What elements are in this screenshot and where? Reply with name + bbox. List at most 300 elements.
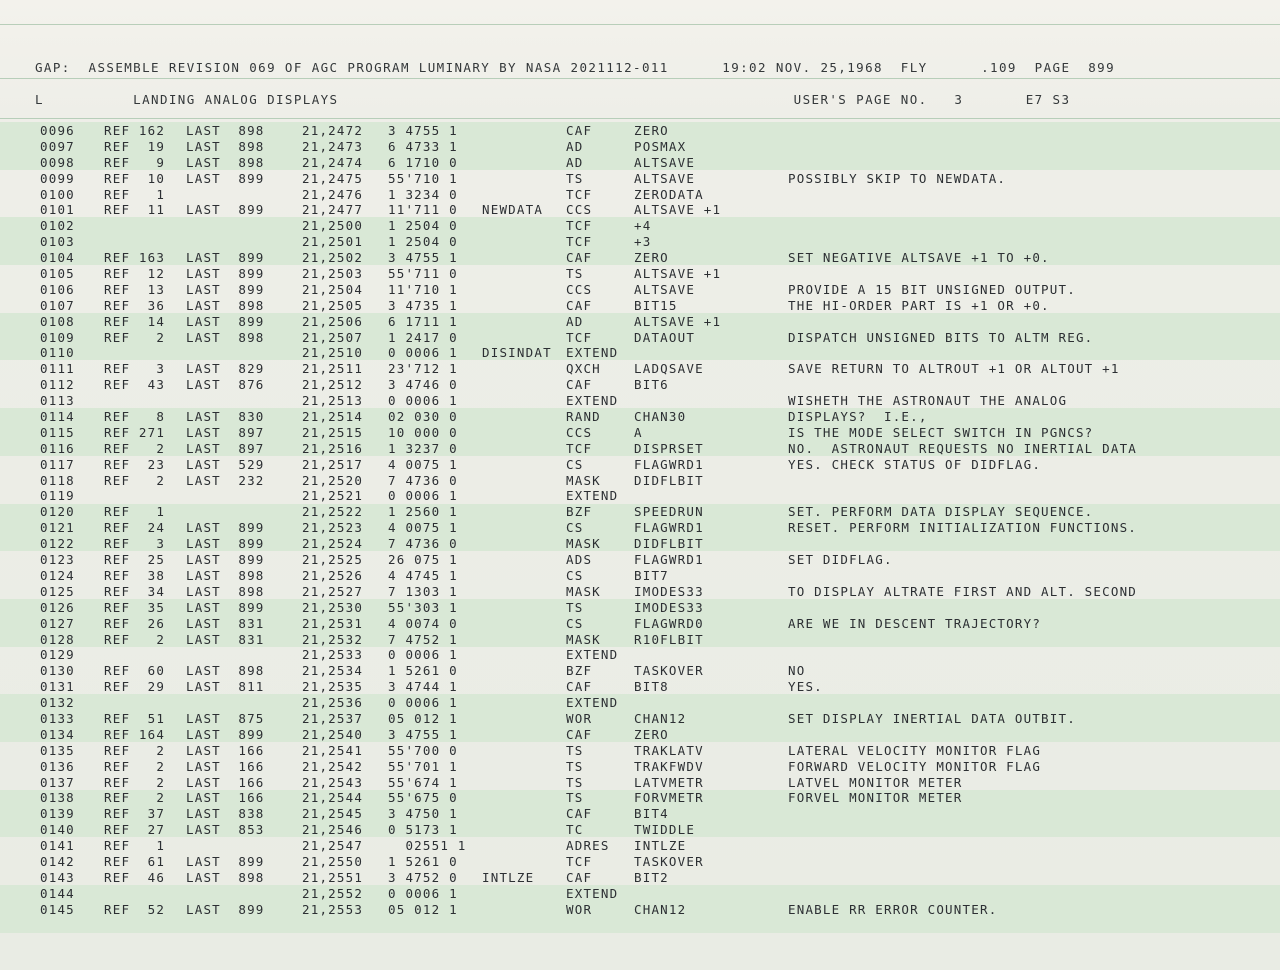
- ref-field: REF 11: [104, 202, 166, 218]
- octal-code: 3 4755 1: [388, 123, 458, 138]
- listing-row: [0, 392, 1280, 408]
- octal-code: 11'711 0: [388, 202, 458, 218]
- address: 21,2525: [302, 552, 364, 568]
- ref-field: REF 29: [104, 679, 166, 695]
- line-number: 0098: [40, 154, 75, 170]
- operand: ZERO: [634, 726, 669, 742]
- listing-row: [0, 789, 1280, 805]
- operand: LADQSAVE: [634, 361, 704, 377]
- octal-code: 1 3237 0: [388, 440, 458, 456]
- line-number: 0101: [40, 202, 75, 218]
- listing-row: [0, 376, 1280, 392]
- ref-field: REF 2: [104, 758, 166, 774]
- opcode: BZF: [566, 504, 593, 520]
- address: 21,2513: [302, 393, 364, 409]
- line-number: 0103: [40, 234, 75, 250]
- last-field: LAST 829: [186, 361, 265, 377]
- operand: LATVMETR: [634, 774, 704, 790]
- assembly-listing: [0, 122, 1280, 917]
- listing-row: [0, 901, 1280, 917]
- listing-row: [0, 837, 1280, 853]
- ref-field: REF 271: [104, 424, 166, 440]
- last-field: LAST 830: [186, 409, 265, 425]
- listing-row: [0, 678, 1280, 694]
- last-field: LAST 831: [186, 615, 265, 631]
- octal-code: 4 0075 1: [388, 456, 458, 472]
- octal-code: 4 0074 0: [388, 615, 458, 631]
- address: 21,2533: [302, 647, 364, 663]
- line-number: 0114: [40, 409, 75, 425]
- operand: FLAGWRD1: [634, 552, 704, 568]
- operand: FLAGWRD1: [634, 456, 704, 472]
- comment: IS THE MODE SELECT SWITCH IN PGNCS?: [788, 424, 1094, 440]
- listing-row: [0, 313, 1280, 329]
- last-field: LAST 899: [186, 536, 265, 552]
- ref-field: REF 2: [104, 774, 166, 790]
- line-number: 0143: [40, 869, 75, 885]
- ref-field: REF 3: [104, 361, 166, 377]
- address: 21,2512: [302, 377, 364, 393]
- comment: SET DISPLAY INERTIAL DATA OUTBIT.: [788, 710, 1076, 726]
- address: 21,2546: [302, 822, 364, 838]
- line-number: 0117: [40, 456, 75, 472]
- last-field: LAST 898: [186, 583, 265, 599]
- listing-row: [0, 758, 1280, 774]
- listing-header-line-1: GAP: ASSEMBLE REVISION 069 OF AGC PROGRAM LUMINARY BY NASA 2021112-011 19:02 NOV. 25,1968 FLY .109 PAGE 899: [35, 60, 1116, 75]
- listing-row: [0, 440, 1280, 456]
- listing-row: [0, 821, 1280, 837]
- address: 21,2542: [302, 758, 364, 774]
- operand: ALTSAVE: [634, 281, 696, 297]
- octal-code: 55'700 0: [388, 742, 458, 758]
- comment: RESET. PERFORM INITIALIZATION FUNCTIONS.: [788, 520, 1138, 536]
- comment: DISPATCH UNSIGNED BITS TO ALTM REG.: [788, 329, 1094, 345]
- opcode: CCS: [566, 424, 593, 440]
- address: 21,2524: [302, 536, 364, 552]
- symbol-label: INTLZE: [482, 869, 535, 885]
- listing-header-line-2: L LANDING ANALOG DISPLAYS USER'S PAGE NO. 3 E7 S3: [35, 92, 1071, 107]
- symbol-label: NEWDATA: [482, 202, 544, 218]
- operand: TWIDDLE: [634, 822, 696, 838]
- operand: FLAGWRD1: [634, 520, 704, 536]
- comment: YES.: [788, 679, 823, 695]
- listing-row: [0, 535, 1280, 551]
- comment: THE HI-ORDER PART IS +1 OR +0.: [788, 297, 1050, 313]
- address: 21,2541: [302, 742, 364, 758]
- opcode: TS: [566, 599, 584, 615]
- line-number: 0108: [40, 313, 75, 329]
- line-number: 0106: [40, 281, 75, 297]
- operand: ALTSAVE: [634, 170, 696, 186]
- octal-code: 1 5261 0: [388, 853, 458, 869]
- opcode: CS: [566, 615, 584, 631]
- address: 21,2535: [302, 679, 364, 695]
- address: 21,2473: [302, 138, 364, 154]
- operand: ZERO: [634, 123, 669, 138]
- last-field: LAST 899: [186, 901, 265, 917]
- operand: BIT6: [634, 377, 669, 393]
- operand: BIT2: [634, 869, 669, 885]
- octal-code: 23'712 1: [388, 361, 458, 377]
- line-number: 0105: [40, 266, 75, 282]
- operand: CHAN12: [634, 901, 687, 917]
- ref-field: REF 8: [104, 409, 166, 425]
- ref-field: REF 3: [104, 536, 166, 552]
- line-number: 0141: [40, 838, 75, 854]
- octal-code: 7 4736 0: [388, 472, 458, 488]
- comment: FORWARD VELOCITY MONITOR FLAG: [788, 758, 1042, 774]
- address: 21,2504: [302, 281, 364, 297]
- opcode: CS: [566, 520, 584, 536]
- line-number: 0142: [40, 853, 75, 869]
- last-field: LAST 899: [186, 853, 265, 869]
- opcode: TS: [566, 742, 584, 758]
- address: 21,2515: [302, 424, 364, 440]
- opcode: EXTEND: [566, 647, 619, 663]
- listing-row: [0, 805, 1280, 821]
- opcode: CAF: [566, 679, 593, 695]
- address: 21,2537: [302, 710, 364, 726]
- octal-code: 55'675 0: [388, 790, 458, 806]
- octal-code: 1 5261 0: [388, 663, 458, 679]
- opcode: EXTEND: [566, 345, 619, 361]
- address: 21,2522: [302, 504, 364, 520]
- comment: TO DISPLAY ALTRATE FIRST AND ALT. SECOND: [788, 583, 1138, 599]
- last-field: LAST 898: [186, 297, 265, 313]
- ref-field: REF 24: [104, 520, 166, 536]
- operand: DATAOUT: [634, 329, 696, 345]
- octal-code: 0 0006 1: [388, 885, 458, 901]
- octal-code: 3 4755 1: [388, 726, 458, 742]
- ref-field: REF 27: [104, 822, 166, 838]
- line-number: 0110: [40, 345, 75, 361]
- ref-field: REF 13: [104, 281, 166, 297]
- listing-row: [0, 344, 1280, 360]
- line-number: 0107: [40, 297, 75, 313]
- address: 21,2501: [302, 234, 364, 250]
- listing-row: [0, 599, 1280, 615]
- last-field: LAST 811: [186, 679, 265, 695]
- octal-code: 0 0006 1: [388, 647, 458, 663]
- opcode: TS: [566, 266, 584, 282]
- listing-row: [0, 170, 1280, 186]
- comment: FORVEL MONITOR METER: [788, 790, 963, 806]
- address: 21,2534: [302, 663, 364, 679]
- operand: +4: [634, 218, 652, 234]
- line-number: 0134: [40, 726, 75, 742]
- address: 21,2545: [302, 806, 364, 822]
- line-number: 0124: [40, 567, 75, 583]
- listing-row: [0, 360, 1280, 376]
- ref-field: REF 14: [104, 313, 166, 329]
- ref-field: REF 52: [104, 901, 166, 917]
- address: 21,2552: [302, 885, 364, 901]
- opcode: WOR: [566, 710, 593, 726]
- last-field: LAST 232: [186, 472, 265, 488]
- last-field: LAST 899: [186, 313, 265, 329]
- line-number: 0139: [40, 806, 75, 822]
- opcode: TCF: [566, 853, 593, 869]
- line-number: 0137: [40, 774, 75, 790]
- opcode: CAF: [566, 806, 593, 822]
- last-field: LAST 899: [186, 266, 265, 282]
- ref-field: REF 2: [104, 790, 166, 806]
- line-number: 0122: [40, 536, 75, 552]
- octal-code: 0 0006 1: [388, 393, 458, 409]
- paper-rule: [0, 78, 1280, 79]
- operand: DIDFLBIT: [634, 472, 704, 488]
- line-number: 0133: [40, 710, 75, 726]
- listing-row: [0, 217, 1280, 233]
- ref-field: REF 51: [104, 710, 166, 726]
- last-field: LAST 897: [186, 424, 265, 440]
- opcode: ADS: [566, 552, 593, 568]
- address: 21,2526: [302, 567, 364, 583]
- address: 21,2530: [302, 599, 364, 615]
- operand: BIT15: [634, 297, 678, 313]
- operand: BIT8: [634, 679, 669, 695]
- octal-code: 3 4750 1: [388, 806, 458, 822]
- line-number: 0119: [40, 488, 75, 504]
- opcode: EXTEND: [566, 393, 619, 409]
- octal-code: 1 3234 0: [388, 186, 458, 202]
- opcode: CAF: [566, 869, 593, 885]
- opcode: TCF: [566, 440, 593, 456]
- last-field: LAST 853: [186, 822, 265, 838]
- octal-code: 3 4735 1: [388, 297, 458, 313]
- opcode: WOR: [566, 901, 593, 917]
- operand: POSMAX: [634, 138, 687, 154]
- opcode: EXTEND: [566, 695, 619, 711]
- opcode: CAF: [566, 726, 593, 742]
- address: 21,2532: [302, 631, 364, 647]
- octal-code: 6 1710 0: [388, 154, 458, 170]
- line-number: 0123: [40, 552, 75, 568]
- comment: PROVIDE A 15 BIT UNSIGNED OUTPUT.: [788, 281, 1076, 297]
- listing-row: [0, 583, 1280, 599]
- listing-row: [0, 424, 1280, 440]
- address: 21,2476: [302, 186, 364, 202]
- last-field: LAST 166: [186, 790, 265, 806]
- listing-row: [0, 662, 1280, 678]
- listing-row: [0, 774, 1280, 790]
- ref-field: REF 2: [104, 631, 166, 647]
- address: 21,2510: [302, 345, 364, 361]
- operand: FLAGWRD0: [634, 615, 704, 631]
- operand: DIDFLBIT: [634, 536, 704, 552]
- octal-code: 6 1711 1: [388, 313, 458, 329]
- line-number: 0118: [40, 472, 75, 488]
- line-number: 0109: [40, 329, 75, 345]
- address: 21,2516: [302, 440, 364, 456]
- address: 21,2544: [302, 790, 364, 806]
- opcode: TS: [566, 774, 584, 790]
- ref-field: REF 36: [104, 297, 166, 313]
- address: 21,2507: [302, 329, 364, 345]
- opcode: TCF: [566, 329, 593, 345]
- ref-field: REF 10: [104, 170, 166, 186]
- line-number: 0121: [40, 520, 75, 536]
- line-number: 0128: [40, 631, 75, 647]
- ref-field: REF 9: [104, 154, 166, 170]
- octal-code: 7 4752 1: [388, 631, 458, 647]
- octal-code: 6 4733 1: [388, 138, 458, 154]
- opcode: AD: [566, 138, 584, 154]
- paper-rule: [0, 24, 1280, 25]
- ref-field: REF 46: [104, 869, 166, 885]
- line-number: 0127: [40, 615, 75, 631]
- address: 21,2527: [302, 583, 364, 599]
- address: 21,2472: [302, 123, 364, 138]
- last-field: LAST 897: [186, 440, 265, 456]
- last-field: LAST 899: [186, 202, 265, 218]
- listing-row: [0, 487, 1280, 503]
- ref-field: REF 61: [104, 853, 166, 869]
- comment: SET. PERFORM DATA DISPLAY SEQUENCE.: [788, 504, 1094, 520]
- comment: DISPLAYS? I.E.,: [788, 409, 928, 425]
- line-number: 0113: [40, 393, 75, 409]
- listing-row: [0, 233, 1280, 249]
- opcode: CAF: [566, 123, 593, 138]
- octal-code: 0 5173 1: [388, 822, 458, 838]
- listing-row: [0, 456, 1280, 472]
- address: 21,2475: [302, 170, 364, 186]
- comment: ENABLE RR ERROR COUNTER.: [788, 901, 998, 917]
- last-field: LAST 899: [186, 170, 265, 186]
- line-number: 0129: [40, 647, 75, 663]
- listing-row: [0, 329, 1280, 345]
- octal-code: 05 012 1: [388, 901, 458, 917]
- comment: SAVE RETURN TO ALTROUT +1 OR ALTOUT +1: [788, 361, 1120, 377]
- paper-rule: [0, 118, 1280, 119]
- line-number: 0130: [40, 663, 75, 679]
- octal-code: 02 030 0: [388, 409, 458, 425]
- listing-row: [0, 249, 1280, 265]
- listing-row: [0, 694, 1280, 710]
- address: 21,2477: [302, 202, 364, 218]
- operand: A: [634, 424, 643, 440]
- listing-row: [0, 186, 1280, 202]
- listing-row: [0, 122, 1280, 138]
- address: 21,2553: [302, 901, 364, 917]
- opcode: EXTEND: [566, 488, 619, 504]
- last-field: LAST 899: [186, 281, 265, 297]
- octal-code: 1 2504 0: [388, 218, 458, 234]
- listing-row: [0, 201, 1280, 217]
- last-field: LAST 875: [186, 710, 265, 726]
- last-field: LAST 898: [186, 329, 265, 345]
- address: 21,2521: [302, 488, 364, 504]
- operand: CHAN12: [634, 710, 687, 726]
- operand: SPEEDRUN: [634, 504, 704, 520]
- opcode: TS: [566, 758, 584, 774]
- octal-code: 55'711 0: [388, 266, 458, 282]
- address: 21,2531: [302, 615, 364, 631]
- address: 21,2511: [302, 361, 364, 377]
- ref-field: REF 37: [104, 806, 166, 822]
- last-field: LAST 831: [186, 631, 265, 647]
- operand: DISPRSET: [634, 440, 704, 456]
- operand: ALTSAVE +1: [634, 266, 722, 282]
- last-field: LAST 898: [186, 123, 265, 138]
- listing-row: [0, 885, 1280, 901]
- octal-code: 55'701 1: [388, 758, 458, 774]
- line-number: 0096: [40, 123, 75, 138]
- opcode: CCS: [566, 281, 593, 297]
- address: 21,2520: [302, 472, 364, 488]
- line-number: 0111: [40, 361, 75, 377]
- listing-row: [0, 265, 1280, 281]
- octal-code: 55'674 1: [388, 774, 458, 790]
- ref-field: REF 60: [104, 663, 166, 679]
- ref-field: REF 38: [104, 567, 166, 583]
- operand: ZERODATA: [634, 186, 704, 202]
- ref-field: REF 19: [104, 138, 166, 154]
- opcode: ADRES: [566, 838, 610, 854]
- ref-field: REF 164: [104, 726, 166, 742]
- listing-row: [0, 726, 1280, 742]
- opcode: RAND: [566, 409, 601, 425]
- address: 21,2547: [302, 838, 364, 854]
- operand: ALTSAVE +1: [634, 202, 722, 218]
- ref-field: REF 25: [104, 552, 166, 568]
- opcode: CAF: [566, 297, 593, 313]
- listing-row: [0, 615, 1280, 631]
- opcode: BZF: [566, 663, 593, 679]
- listing-row: [0, 710, 1280, 726]
- opcode: CAF: [566, 250, 593, 266]
- octal-code: 4 0075 1: [388, 520, 458, 536]
- last-field: LAST 899: [186, 599, 265, 615]
- line-number: 0126: [40, 599, 75, 615]
- opcode: MASK: [566, 536, 601, 552]
- octal-code: 3 4752 0: [388, 869, 458, 885]
- listing-row: [0, 551, 1280, 567]
- ref-field: REF 2: [104, 440, 166, 456]
- operand: ZERO: [634, 250, 669, 266]
- line-number: 0115: [40, 424, 75, 440]
- opcode: QXCH: [566, 361, 601, 377]
- octal-code: 1 2417 0: [388, 329, 458, 345]
- comment: LATERAL VELOCITY MONITOR FLAG: [788, 742, 1042, 758]
- last-field: LAST 899: [186, 250, 265, 266]
- address: 21,2551: [302, 869, 364, 885]
- opcode: TC: [566, 822, 584, 838]
- octal-code: 26 075 1: [388, 552, 458, 568]
- ref-field: REF 1: [104, 838, 166, 854]
- comment: NO: [788, 663, 806, 679]
- line-number: 0100: [40, 186, 75, 202]
- line-number: 0140: [40, 822, 75, 838]
- listing-row: [0, 567, 1280, 583]
- opcode: EXTEND: [566, 885, 619, 901]
- line-number: 0104: [40, 250, 75, 266]
- listing-row: [0, 154, 1280, 170]
- ref-field: REF 12: [104, 266, 166, 282]
- address: 21,2505: [302, 297, 364, 313]
- octal-code: 11'710 1: [388, 281, 458, 297]
- last-field: LAST 898: [186, 138, 265, 154]
- octal-code: 1 2560 1: [388, 504, 458, 520]
- line-number: 0131: [40, 679, 75, 695]
- operand: INTLZE: [634, 838, 687, 854]
- address: 21,2540: [302, 726, 364, 742]
- comment: ARE WE IN DESCENT TRAJECTORY?: [788, 615, 1042, 631]
- octal-code: 0 0006 1: [388, 345, 458, 361]
- octal-code: 10 000 0: [388, 424, 458, 440]
- operand: FORVMETR: [634, 790, 704, 806]
- listing-row: [0, 408, 1280, 424]
